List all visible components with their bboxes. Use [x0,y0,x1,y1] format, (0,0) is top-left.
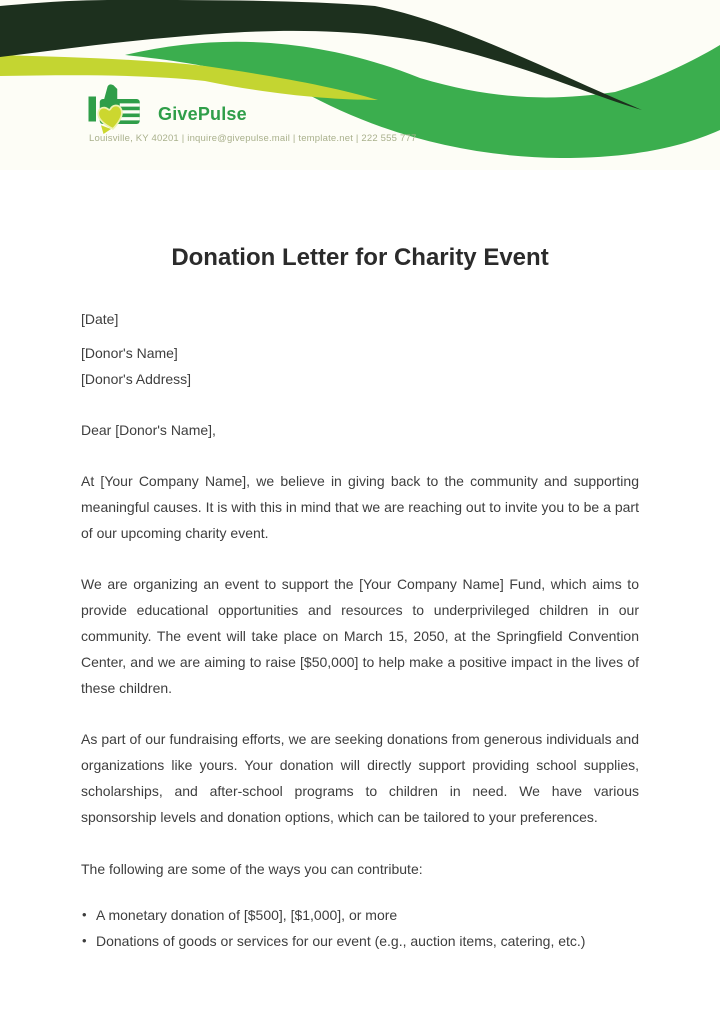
bullet-item: • A monetary donation of [$500], [$1,000], or more [81,902,639,928]
letterhead [0,0,720,170]
salutation: Dear [Donor's Name], [81,422,216,438]
brand-name: GivePulse [158,103,247,124]
recipient-block [81,340,639,392]
paragraph-donation-request: As part of our fundraising efforts, we are seeking donations from generous individuals and organizations like yours. Your donation will directly support providing school supplies, scholarships, and after-school programs to children in need. We have various sponsorship levels and donation options, which can be tailored to your preferences. [81,731,639,825]
letter-title: Donation Letter for Charity Event [171,244,549,271]
contribution-list [81,902,639,954]
contact-line: Louisville, KY 40201 | inquire@givepulse.mail | template.net | 222 555 777 [89,133,417,144]
thumbs-up-heart-icon [88,84,154,134]
donor-name-placeholder: [Donor's Name] [81,345,178,361]
givepulse-logo [88,84,247,134]
date-placeholder: [Date] [81,311,119,327]
donor-address-placeholder: [Donor's Address] [81,371,192,387]
letter-body [0,243,720,954]
bullet-item: • Donations of goods or services for our event (e.g., auction items, catering, etc.) [81,928,639,954]
paragraph-event-details: We are organizing an event to support the [Your Company Name] Fund, which aims to provide educational opportunities and resources to underprivileged children in our community. The event will take place on March 15, 2050, at the Springfield Convention Center, and we are aiming to raise [$50,000] to help make a positive impact in the lives of these children. [81,576,639,696]
list-intro: The following are some of the ways you can contribute: [81,861,423,877]
paragraph-intro: At [Your Company Name], we believe in giving back to the community and supporting meaningful causes. It is with this in mind that we are reaching out to invite you to be a part of our upcoming charity event. [81,473,639,541]
